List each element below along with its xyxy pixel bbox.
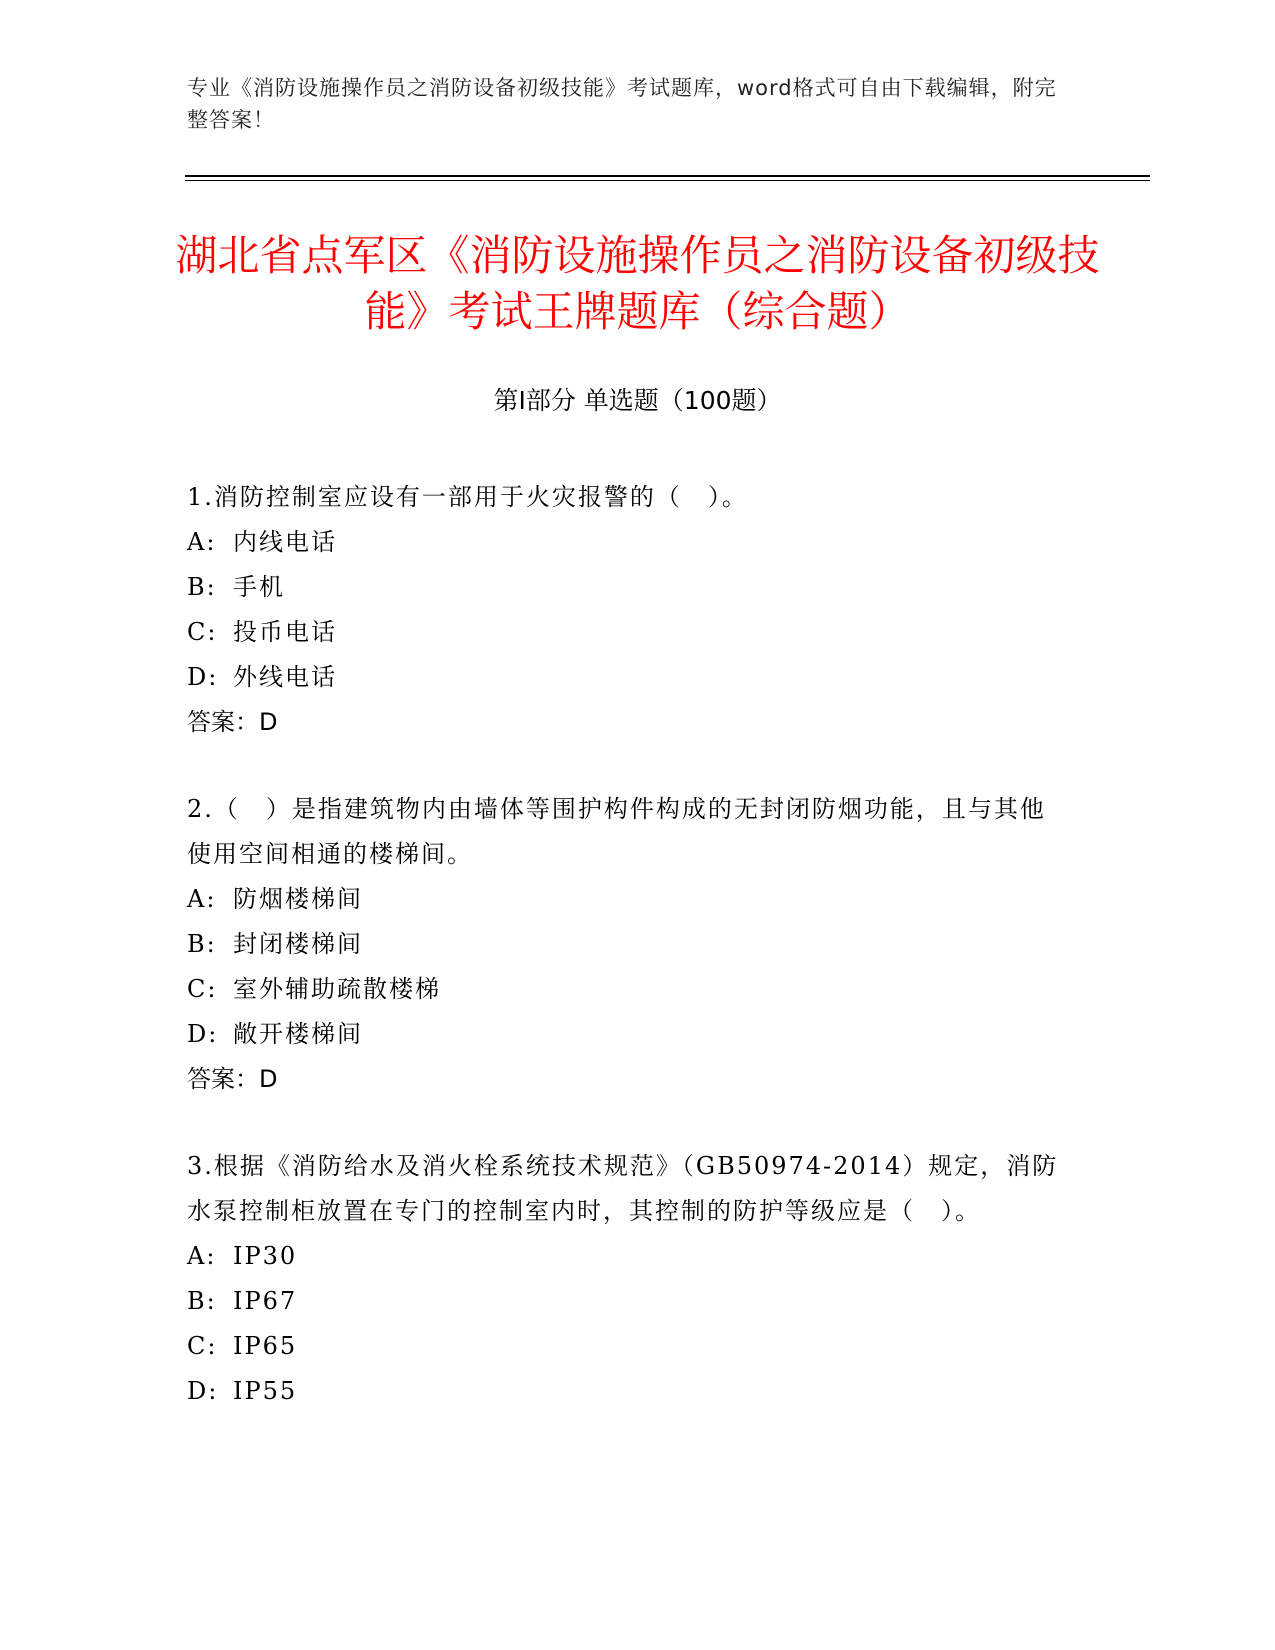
option-d: [187, 1012, 1067, 1057]
option-label: D:: [187, 663, 219, 691]
option-d: [187, 1369, 1067, 1414]
option-text: 内线电话: [233, 528, 337, 556]
option-label: B:: [187, 930, 217, 958]
option-a: [187, 877, 1067, 922]
option-text: 防烟楼梯间: [233, 885, 363, 913]
option-c: [187, 610, 1067, 655]
option-text: IP55: [233, 1377, 298, 1405]
option-text: IP30: [233, 1242, 298, 1270]
header-divider-thin: [185, 180, 1150, 181]
question-stem: 2.（ ）是指建筑物内由墙体等围护构件构成的无封闭防烟功能，且与其他使用空间相通的楼梯间。: [187, 795, 1046, 868]
option-label: A:: [187, 1242, 217, 1270]
answer-line: 答案：D: [187, 1065, 278, 1093]
option-b: [187, 565, 1067, 610]
question-2: [187, 787, 1067, 1102]
option-label: A:: [187, 528, 217, 556]
option-label: C:: [187, 975, 218, 1003]
option-c: [187, 967, 1067, 1012]
option-text: 封闭楼梯间: [233, 930, 363, 958]
header-note: 专业《消防设施操作员之消防设备初级技能》考试题库，word格式可自由下载编辑，附完整答案！: [187, 76, 1057, 132]
option-text: 室外辅助疏散楼梯: [233, 975, 441, 1003]
question-3: [187, 1144, 1067, 1414]
question-stem: 3.根据《消防给水及消火栓系统技术规范》（GB50974-2014）规定，消防水泵控制柜放置在专门的控制室内时，其控制的防护等级应是（ ）。: [187, 1152, 1059, 1225]
option-b: [187, 922, 1067, 967]
option-label: B:: [187, 573, 217, 601]
option-text: 手机: [233, 573, 285, 601]
document-title: 湖北省点军区《消防设施操作员之消防设备初级技能》考试王牌题库（综合题）: [175, 231, 1100, 336]
option-d: [187, 655, 1067, 700]
option-text: 投币电话: [233, 618, 337, 646]
option-c: [187, 1324, 1067, 1369]
option-text: IP65: [233, 1332, 298, 1360]
option-text: IP67: [233, 1287, 298, 1315]
header-divider-thick: [185, 175, 1150, 177]
question-1: [187, 475, 1067, 745]
answer-line: 答案：D: [187, 708, 278, 736]
question-list: [187, 475, 1067, 1456]
option-label: A:: [187, 885, 217, 913]
option-a: [187, 520, 1067, 565]
option-text: 外线电话: [233, 663, 337, 691]
question-stem: 1.消防控制室应设有一部用于火灾报警的（ ）。: [187, 483, 748, 511]
option-label: D:: [187, 1020, 219, 1048]
option-label: B:: [187, 1287, 217, 1315]
option-label: C:: [187, 1332, 218, 1360]
option-b: [187, 1279, 1067, 1324]
option-label: D:: [187, 1377, 219, 1405]
option-a: [187, 1234, 1067, 1279]
section-title: 第Ⅰ部分 单选题（100题）: [493, 386, 782, 415]
option-text: 敞开楼梯间: [233, 1020, 363, 1048]
option-label: C:: [187, 618, 218, 646]
